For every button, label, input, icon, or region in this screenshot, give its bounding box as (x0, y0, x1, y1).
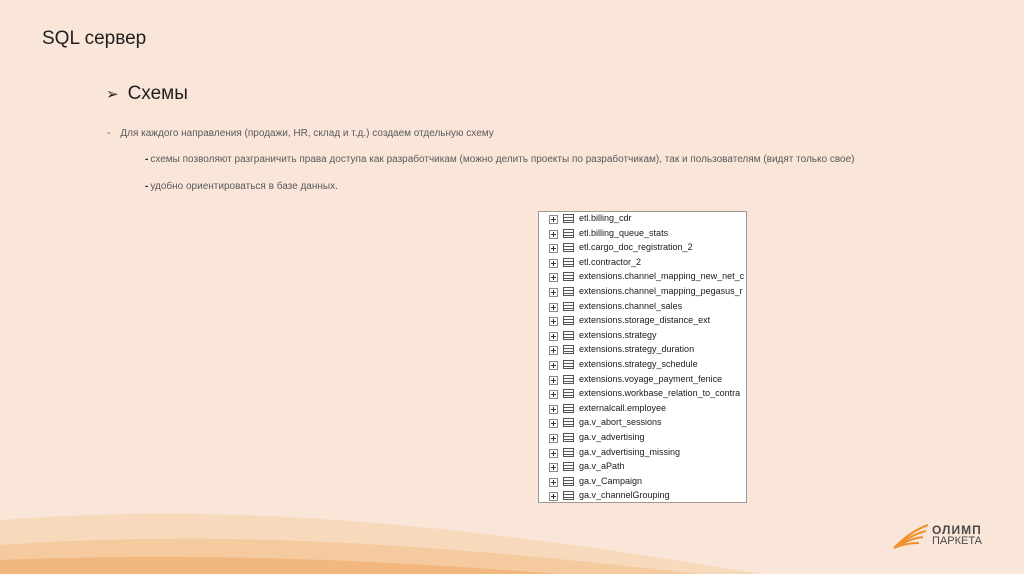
tree-node[interactable] (539, 431, 747, 446)
dash-bullet-icon: - (145, 181, 149, 192)
expand-icon[interactable] (549, 215, 558, 224)
dash-bullet-icon: - (107, 128, 111, 139)
bullet-main-text: Для каждого направления (продажи, HR, склад и т.д.) создаем отдельную схему (120, 128, 494, 139)
expand-icon[interactable] (549, 303, 558, 312)
tree-node[interactable] (539, 416, 747, 431)
section-heading-text: Схемы (127, 83, 188, 104)
expand-icon[interactable] (549, 478, 558, 487)
tree-node-label: extensions.strategy_duration (579, 344, 695, 355)
logo-text-line1: ОЛИМП (932, 523, 982, 537)
table-icon (563, 287, 574, 296)
sub-bullet-1-text: схемы позволяют разграничить права доступа как разработчикам (можно делить проекты по разработчикам), так и пользователям (видят только свое) (150, 154, 855, 165)
table-icon (563, 433, 574, 442)
tree-node-label: ga.v_advertising_missing (579, 446, 681, 457)
table-icon (563, 258, 574, 267)
expand-icon[interactable] (549, 492, 558, 501)
logo-text-line2: ПАРКЕТА (932, 535, 983, 547)
tree-node-label: ga.v_abort_sessions (579, 417, 662, 428)
tree-node-label: ga.v_Campaign (579, 475, 643, 486)
tree-node[interactable] (539, 343, 747, 358)
tree-node[interactable] (539, 460, 747, 475)
expand-icon[interactable] (549, 419, 558, 428)
slide-title: SQL сервер (42, 28, 147, 49)
expand-icon[interactable] (549, 405, 558, 414)
tree-node[interactable] (539, 329, 747, 344)
tree-node-label: etl.billing_cdr (579, 213, 632, 223)
expand-icon[interactable] (549, 273, 558, 282)
table-icon (563, 345, 574, 354)
expand-icon[interactable] (549, 449, 558, 458)
table-icon (563, 491, 574, 500)
tree-node-label: etl.cargo_doc_registration_2 (579, 242, 693, 253)
tree-node-label: ga.v_advertising (579, 432, 645, 442)
expand-icon[interactable] (549, 390, 558, 399)
table-icon (563, 316, 574, 325)
table-icon (563, 404, 574, 413)
bullet-main (107, 128, 494, 139)
table-icon (563, 272, 574, 281)
tree-node[interactable] (539, 373, 747, 388)
table-icon (563, 477, 574, 486)
tree-node-label: extensions.strategy (579, 329, 657, 340)
table-icon (563, 331, 574, 340)
tree-node-label: ga.v_channelGrouping (579, 490, 670, 501)
tree-node-label: extensions.strategy_schedule (579, 359, 698, 369)
logo-mark-icon (892, 522, 930, 550)
tree-node[interactable] (539, 241, 747, 256)
table-icon (563, 462, 574, 471)
table-icon (563, 375, 574, 384)
expand-icon[interactable] (549, 463, 558, 472)
tree-node-label: etl.billing_queue_stats (579, 227, 669, 238)
tree-node[interactable] (539, 270, 747, 285)
tree-node[interactable] (539, 475, 747, 490)
tree-node-label: extensions.channel_mapping_pegasus_r (579, 286, 743, 296)
table-icon (563, 418, 574, 427)
tree-node[interactable] (539, 227, 747, 242)
table-icon (563, 389, 574, 398)
table-icon (563, 360, 574, 369)
tree-node-label: extensions.storage_distance_ext (579, 315, 711, 326)
sub-bullet-1 (145, 154, 854, 165)
tree-node-label: ga.v_aPath (579, 461, 625, 472)
tree-node[interactable] (539, 212, 747, 227)
tree-node[interactable] (539, 402, 747, 417)
tree-node[interactable] (539, 446, 747, 461)
sub-bullet-2 (145, 181, 338, 192)
expand-icon[interactable] (549, 259, 558, 268)
sub-bullet-2-text: удобно ориентироваться в базе данных. (150, 181, 338, 192)
dash-bullet-icon: - (145, 154, 149, 165)
tree-node-label: extensions.workbase_relation_to_contra (579, 388, 741, 399)
expand-icon[interactable] (549, 434, 558, 443)
tree-node[interactable] (539, 489, 747, 503)
table-icon (563, 214, 574, 223)
tree-node[interactable] (539, 285, 747, 300)
tree-node-label: extensions.channel_mapping_new_net_c (579, 271, 745, 282)
table-icon (563, 448, 574, 457)
tree-node-label: extensions.channel_sales (579, 300, 683, 311)
expand-icon[interactable] (549, 332, 558, 341)
arrow-bullet-icon: ➢ (106, 86, 119, 103)
table-icon (563, 229, 574, 238)
section-heading (106, 83, 188, 105)
expand-icon[interactable] (549, 230, 558, 239)
object-explorer-tree[interactable] (538, 211, 747, 503)
expand-icon[interactable] (549, 317, 558, 326)
tree-node[interactable] (539, 387, 747, 402)
tree-node[interactable] (539, 358, 747, 373)
expand-icon[interactable] (549, 361, 558, 370)
tree-node[interactable] (539, 314, 747, 329)
tree-node-label: etl.contractor_2 (579, 256, 642, 267)
expand-icon[interactable] (549, 376, 558, 385)
company-logo (892, 522, 982, 550)
table-icon (563, 302, 574, 311)
tree-node[interactable] (539, 300, 747, 315)
tree-node-label: externalcall.employee (579, 402, 667, 413)
expand-icon[interactable] (549, 244, 558, 253)
table-icon (563, 243, 574, 252)
tree-node[interactable] (539, 256, 747, 271)
expand-icon[interactable] (549, 288, 558, 297)
tree-node-label: extensions.voyage_payment_fenice (579, 373, 723, 384)
expand-icon[interactable] (549, 346, 558, 355)
